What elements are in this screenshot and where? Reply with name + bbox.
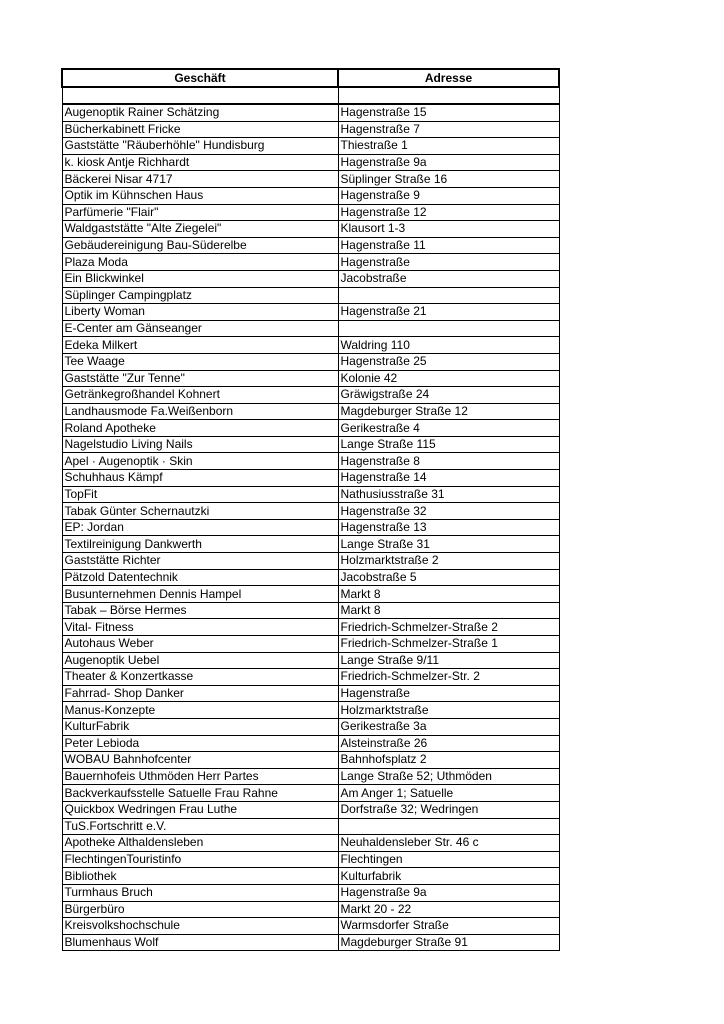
cell-geschaeft: Tabak Günter Schernautzki <box>62 503 338 520</box>
cell-geschaeft: Optik im Kühnschen Haus <box>62 187 338 204</box>
cell-geschaeft: Kreisvolkshochschule <box>62 918 338 935</box>
table-row <box>62 320 559 337</box>
table-row <box>62 586 559 603</box>
cell-geschaeft: Gebäudereinigung Bau-Süderelbe <box>62 237 338 254</box>
table-row <box>62 901 559 918</box>
cell-adresse: Hagenstraße 8 <box>338 453 559 470</box>
table-row <box>62 436 559 453</box>
table-row <box>62 370 559 387</box>
cell-adresse: Magdeburger Straße 91 <box>338 934 559 951</box>
table-row <box>62 602 559 619</box>
cell-adresse: Friedrich-Schmelzer-Straße 2 <box>338 619 559 636</box>
cell-adresse: Magdeburger Straße 12 <box>338 403 559 420</box>
cell-geschaeft: Apel · Augenoptik · Skin <box>62 453 338 470</box>
cell-geschaeft: WOBAU Bahnhofcenter <box>62 752 338 769</box>
cell-geschaeft: Bibliothek <box>62 868 338 885</box>
cell-adresse: Jacobstraße 5 <box>338 569 559 586</box>
table-row <box>62 121 559 138</box>
table-row <box>62 420 559 437</box>
table-row <box>62 221 559 238</box>
cell-geschaeft: Plaza Moda <box>62 254 338 271</box>
table-row <box>62 934 559 951</box>
cell-adresse: Friedrich-Schmelzer-Str. 2 <box>338 669 559 686</box>
cell-adresse: Lange Straße 9/11 <box>338 652 559 669</box>
table-row <box>62 453 559 470</box>
cell-geschaeft: FlechtingenTouristinfo <box>62 851 338 868</box>
table-row <box>62 785 559 802</box>
cell-adresse <box>338 287 559 304</box>
cell-adresse: Friedrich-Schmelzer-Straße 1 <box>338 636 559 653</box>
cell-adresse: Hagenstraße 11 <box>338 237 559 254</box>
cell-adresse: Hagenstraße 12 <box>338 204 559 221</box>
table-row <box>62 187 559 204</box>
cell-adresse: Markt 20 - 22 <box>338 901 559 918</box>
table-row <box>62 818 559 835</box>
cell-adresse: Süplinger Straße 16 <box>338 171 559 188</box>
cell-adresse: Jacobstraße <box>338 270 559 287</box>
blank-row <box>62 87 559 104</box>
table-row <box>62 304 559 321</box>
table-row <box>62 204 559 221</box>
cell-geschaeft: Autohaus Weber <box>62 636 338 653</box>
cell-adresse: Gräwigstraße 24 <box>338 387 559 404</box>
cell-geschaeft: Roland Apotheke <box>62 420 338 437</box>
cell-adresse: Hagenstraße <box>338 685 559 702</box>
cell-adresse: Bahnhofsplatz 2 <box>338 752 559 769</box>
cell-adresse: Gerikestraße 3a <box>338 718 559 735</box>
cell-geschaeft: k. kiosk Antje Richhardt <box>62 154 338 171</box>
cell-adresse: Hagenstraße 7 <box>338 121 559 138</box>
cell-adresse: Hagenstraße 25 <box>338 353 559 370</box>
table-row <box>62 835 559 852</box>
table-row <box>62 353 559 370</box>
table-row <box>62 270 559 287</box>
cell-adresse: Hagenstraße 9a <box>338 154 559 171</box>
cell-geschaeft: Theater & Konzertkasse <box>62 669 338 686</box>
cell-adresse: Holzmarktstraße 2 <box>338 553 559 570</box>
cell-adresse <box>338 818 559 835</box>
cell-adresse: Gerikestraße 4 <box>338 420 559 437</box>
table-row <box>62 768 559 785</box>
cell-geschaeft: Textilreinigung Dankwerth <box>62 536 338 553</box>
cell-adresse: Markt 8 <box>338 602 559 619</box>
table-row <box>62 702 559 719</box>
cell-adresse: Neuhaldensleber Str. 46 c <box>338 835 559 852</box>
cell-geschaeft: E-Center am Gänseanger <box>62 320 338 337</box>
cell-adresse: Lange Straße 115 <box>338 436 559 453</box>
cell-geschaeft: Apotheke Althaldensleben <box>62 835 338 852</box>
cell-geschaeft: Pätzold Datentechnik <box>62 569 338 586</box>
cell-geschaeft: TopFit <box>62 486 338 503</box>
cell-geschaeft: Waldgaststätte "Alte Ziegelei" <box>62 221 338 238</box>
table-row <box>62 536 559 553</box>
cell-geschaeft: EP: Jordan <box>62 519 338 536</box>
cell-geschaeft: Bücherkabinett Fricke <box>62 121 338 138</box>
cell-geschaeft: TuS.Fortschritt e.V. <box>62 818 338 835</box>
cell-adresse: Holzmarktstraße <box>338 702 559 719</box>
cell-adresse: Kolonie 42 <box>338 370 559 387</box>
table-row <box>62 337 559 354</box>
table-row <box>62 154 559 171</box>
cell-adresse: Klausort 1-3 <box>338 221 559 238</box>
table-row <box>62 718 559 735</box>
header-geschaeft: Geschäft <box>62 69 338 87</box>
cell-adresse: Am Anger 1; Satuelle <box>338 785 559 802</box>
blank-cell <box>338 87 559 104</box>
table-row <box>62 652 559 669</box>
cell-geschaeft: Backverkaufsstelle Satuelle Frau Rahne <box>62 785 338 802</box>
table-row <box>62 254 559 271</box>
cell-geschaeft: Blumenhaus Wolf <box>62 934 338 951</box>
cell-adresse: Nathusiusstraße 31 <box>338 486 559 503</box>
cell-adresse: Thiestraße 1 <box>338 138 559 155</box>
cell-adresse: Kulturfabrik <box>338 868 559 885</box>
table-row <box>62 470 559 487</box>
cell-geschaeft: Getränkegroßhandel Kohnert <box>62 387 338 404</box>
cell-geschaeft: Gaststätte Richter <box>62 553 338 570</box>
cell-adresse: Hagenstraße 9 <box>338 187 559 204</box>
table-row <box>62 669 559 686</box>
cell-adresse: Dorfstraße 32; Wedringen <box>338 801 559 818</box>
cell-geschaeft: Vital- Fitness <box>62 619 338 636</box>
table-row <box>62 801 559 818</box>
cell-adresse <box>338 320 559 337</box>
blank-cell <box>62 87 338 104</box>
table-row <box>62 851 559 868</box>
cell-geschaeft: Tabak – Börse Hermes <box>62 602 338 619</box>
cell-adresse: Waldring 110 <box>338 337 559 354</box>
cell-geschaeft: Quickbox Wedringen Frau Luthe <box>62 801 338 818</box>
table-row <box>62 553 559 570</box>
table-row <box>62 735 559 752</box>
cell-adresse: Hagenstraße 14 <box>338 470 559 487</box>
table-row <box>62 884 559 901</box>
cell-geschaeft: Landhausmode Fa.Weißenborn <box>62 403 338 420</box>
cell-adresse: Markt 8 <box>338 586 559 603</box>
cell-adresse: Lange Straße 31 <box>338 536 559 553</box>
cell-geschaeft: Edeka Milkert <box>62 337 338 354</box>
cell-geschaeft: Tee Waage <box>62 353 338 370</box>
cell-geschaeft: Bauernhofeis Uthmöden Herr Partes <box>62 768 338 785</box>
cell-geschaeft: Gaststätte "Zur Tenne" <box>62 370 338 387</box>
table-row <box>62 868 559 885</box>
table-row <box>62 685 559 702</box>
cell-geschaeft: Parfümerie "Flair" <box>62 204 338 221</box>
table-row <box>62 104 559 121</box>
cell-geschaeft: Süplinger Campingplatz <box>62 287 338 304</box>
table-row <box>62 569 559 586</box>
cell-geschaeft: Nagelstudio Living Nails <box>62 436 338 453</box>
table-row <box>62 752 559 769</box>
cell-geschaeft: Bürgerbüro <box>62 901 338 918</box>
table-row <box>62 619 559 636</box>
table-row <box>62 403 559 420</box>
shop-address-table <box>61 68 560 951</box>
table-row <box>62 237 559 254</box>
cell-adresse: Hagenstraße <box>338 254 559 271</box>
cell-adresse: Hagenstraße 21 <box>338 304 559 321</box>
table-row <box>62 503 559 520</box>
table-row <box>62 519 559 536</box>
cell-geschaeft: Fahrrad- Shop Danker <box>62 685 338 702</box>
cell-geschaeft: Ein Blickwinkel <box>62 270 338 287</box>
cell-geschaeft: Schuhhaus Kämpf <box>62 470 338 487</box>
cell-geschaeft: Augenoptik Rainer Schätzing <box>62 104 338 121</box>
cell-geschaeft: KulturFabrik <box>62 718 338 735</box>
cell-adresse: Alsteinstraße 26 <box>338 735 559 752</box>
cell-geschaeft: Peter Lebioda <box>62 735 338 752</box>
cell-adresse: Lange Straße 52; Uthmöden <box>338 768 559 785</box>
cell-adresse: Hagenstraße 32 <box>338 503 559 520</box>
table-row <box>62 171 559 188</box>
table-row <box>62 387 559 404</box>
cell-adresse: Hagenstraße 15 <box>338 104 559 121</box>
table-row <box>62 636 559 653</box>
cell-geschaeft: Busunternehmen Dennis Hampel <box>62 586 338 603</box>
cell-adresse: Warmsdorfer Straße <box>338 918 559 935</box>
header-row <box>62 69 559 87</box>
cell-geschaeft: Liberty Woman <box>62 304 338 321</box>
table-row <box>62 138 559 155</box>
cell-adresse: Hagenstraße 13 <box>338 519 559 536</box>
cell-geschaeft: Gaststätte "Räuberhöhle" Hundisburg <box>62 138 338 155</box>
table-row <box>62 486 559 503</box>
cell-geschaeft: Bäckerei Nisar 4717 <box>62 171 338 188</box>
cell-geschaeft: Manus-Konzepte <box>62 702 338 719</box>
cell-geschaeft: Augenoptik Uebel <box>62 652 338 669</box>
cell-geschaeft: Turmhaus Bruch <box>62 884 338 901</box>
cell-adresse: Flechtingen <box>338 851 559 868</box>
table-row <box>62 918 559 935</box>
table-row <box>62 287 559 304</box>
header-adresse: Adresse <box>338 69 559 87</box>
cell-adresse: Hagenstraße 9a <box>338 884 559 901</box>
